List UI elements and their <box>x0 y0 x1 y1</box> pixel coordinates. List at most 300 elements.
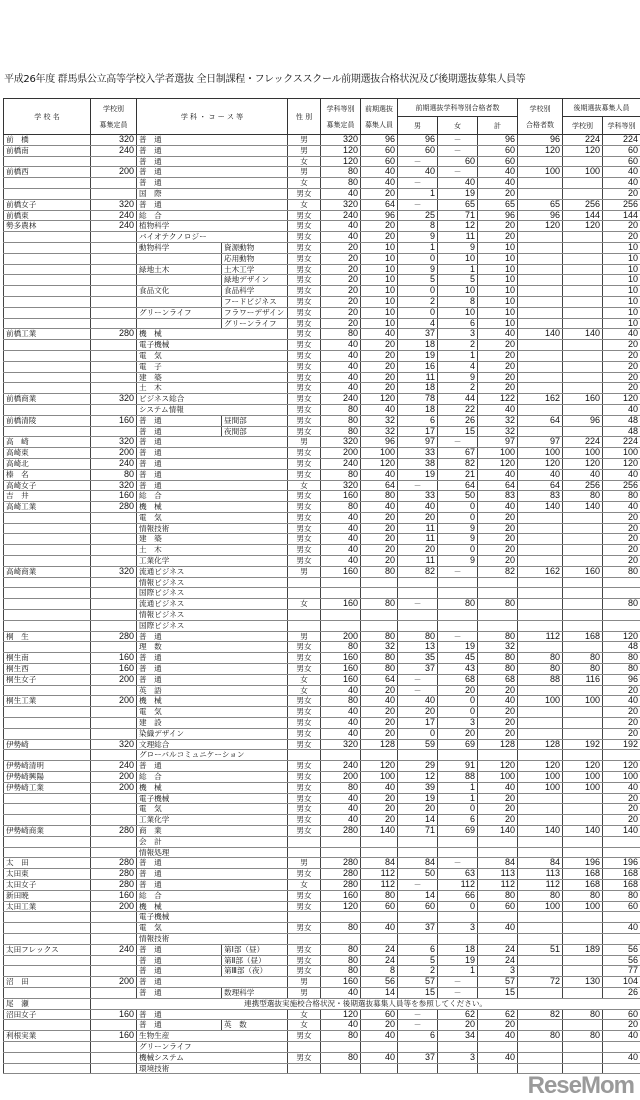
school-passed-cell <box>518 545 563 556</box>
school-capacity-cell: 200 <box>91 977 137 988</box>
course-cell: 電 気 <box>137 707 288 718</box>
school-passed-cell <box>518 534 563 545</box>
school-capacity-cell <box>91 383 137 394</box>
early-recruit-cell: 80 <box>361 566 398 577</box>
passed-female-cell: 45 <box>438 653 478 664</box>
late-dept-cell: 168 <box>603 879 640 890</box>
passed-female-cell: 19 <box>438 642 478 653</box>
late-dept-cell: 144 <box>603 210 640 221</box>
passed-female-cell: 5 <box>438 275 478 286</box>
school-capacity-cell: 160 <box>91 664 137 675</box>
course-cell: 国 際 <box>137 188 288 199</box>
passed-male-cell: 29 <box>398 761 438 772</box>
sex-cell: 男女 <box>288 826 321 837</box>
dept-capacity-cell: 40 <box>321 188 361 199</box>
sex-cell: 男女 <box>288 296 321 307</box>
table-row <box>4 696 640 707</box>
school-passed-cell <box>518 275 563 286</box>
table-row <box>4 653 640 664</box>
table-row <box>4 977 640 988</box>
late-dept-cell: 104 <box>603 977 640 988</box>
early-recruit-cell: 10 <box>361 275 398 286</box>
late-dept-cell: 48 <box>603 426 640 437</box>
course-cell: 流通ビジネス <box>137 566 288 577</box>
table-row <box>4 469 640 480</box>
sex-cell: 男女 <box>288 545 321 556</box>
school-capacity-cell <box>91 188 137 199</box>
course-cell: 国際ビジネス <box>137 620 288 631</box>
school-name-cell: 勢多農林 <box>4 221 91 232</box>
passed-total-cell: 20 <box>478 1020 518 1031</box>
passed-male-cell: 40 <box>398 696 438 707</box>
school-name-cell <box>4 1052 91 1063</box>
passed-total-cell: 20 <box>478 534 518 545</box>
passed-female-cell: 20 <box>438 1020 478 1031</box>
header-school-capacity-line2: 募集定員 <box>99 120 128 129</box>
late-dept-cell <box>603 1041 640 1052</box>
dept-capacity-cell: 20 <box>321 318 361 329</box>
late-dept-cell: 120 <box>603 631 640 642</box>
school-capacity-cell <box>91 264 137 275</box>
course-cell: 総 合 <box>137 772 288 783</box>
late-dept-cell: 48 <box>603 415 640 426</box>
course-cell: グリーンライフ <box>137 307 222 318</box>
dept-capacity-cell: 160 <box>321 890 361 901</box>
dept-capacity-cell: 80 <box>321 1052 361 1063</box>
school-name-cell: 高 崎 <box>4 437 91 448</box>
table-row <box>4 901 640 912</box>
school-capacity-cell: 240 <box>91 458 137 469</box>
sub-course-cell: 土木工学 <box>222 264 288 275</box>
sex-cell <box>288 836 321 847</box>
table-row <box>4 135 640 146</box>
early-recruit-cell: 20 <box>361 804 398 815</box>
school-capacity-cell <box>91 534 137 545</box>
school-name-cell <box>4 512 91 523</box>
passed-female-cell: 10 <box>438 253 478 264</box>
passed-female-cell: 9 <box>438 534 478 545</box>
early-recruit-cell: 60 <box>361 156 398 167</box>
school-passed-cell: 72 <box>518 977 563 988</box>
school-passed-cell: 162 <box>518 394 563 405</box>
table-row <box>4 588 640 599</box>
passed-male-cell: － <box>398 685 438 696</box>
early-recruit-cell: 20 <box>361 793 398 804</box>
late-dept-cell: 10 <box>603 275 640 286</box>
school-passed-cell: 120 <box>518 221 563 232</box>
school-passed-cell <box>518 188 563 199</box>
school-capacity-cell: 200 <box>91 167 137 178</box>
table-row <box>4 156 640 167</box>
passed-female-cell: 6 <box>438 318 478 329</box>
passed-total-cell: 100 <box>478 448 518 459</box>
school-name-cell <box>4 253 91 264</box>
passed-female-cell: 2 <box>438 383 478 394</box>
passed-male-cell: － <box>398 1020 438 1031</box>
late-dept-cell <box>603 847 640 858</box>
dept-capacity-cell: 200 <box>321 448 361 459</box>
passed-total-cell: 20 <box>478 545 518 556</box>
passed-male-cell: 18 <box>398 383 438 394</box>
passed-male-cell: 12 <box>398 772 438 783</box>
late-school-cell <box>563 847 603 858</box>
sex-cell: 男女 <box>288 502 321 513</box>
passed-total-cell: 64 <box>478 480 518 491</box>
late-school-cell <box>563 1052 603 1063</box>
sex-cell: 女 <box>288 1020 321 1031</box>
school-name-cell: 利根実業 <box>4 1031 91 1042</box>
school-name-cell <box>4 728 91 739</box>
late-school-cell <box>563 242 603 253</box>
passed-male-cell: 13 <box>398 642 438 653</box>
table-row <box>4 718 640 729</box>
header-dept-capacity-line2: 募集定員 <box>326 120 355 129</box>
passed-female-cell <box>438 836 478 847</box>
dept-capacity-cell: 280 <box>321 869 361 880</box>
dept-capacity-cell: 40 <box>321 793 361 804</box>
school-capacity-cell <box>91 242 137 253</box>
school-passed-cell: 113 <box>518 869 563 880</box>
table-row <box>4 610 640 621</box>
course-cell: 普 通 <box>137 156 288 167</box>
late-dept-cell: 40 <box>603 178 640 189</box>
early-recruit-cell: 20 <box>361 534 398 545</box>
school-passed-cell <box>518 350 563 361</box>
table-row <box>4 566 640 577</box>
dept-capacity-cell: 80 <box>321 955 361 966</box>
school-capacity-cell: 320 <box>91 135 137 146</box>
early-recruit-cell: 8 <box>361 966 398 977</box>
school-passed-cell: 100 <box>518 448 563 459</box>
passed-total-cell: 80 <box>478 631 518 642</box>
late-dept-cell: 10 <box>603 286 640 297</box>
table-row <box>4 448 640 459</box>
school-name-cell <box>4 610 91 621</box>
course-cell: 国際ビジネス <box>137 588 288 599</box>
school-passed-cell: 82 <box>518 1009 563 1020</box>
late-school-cell: 80 <box>563 491 603 502</box>
passed-male-cell: 59 <box>398 739 438 750</box>
late-school-cell <box>563 685 603 696</box>
passed-female-cell: 40 <box>438 178 478 189</box>
school-passed-cell <box>518 232 563 243</box>
late-dept-cell: 20 <box>603 232 640 243</box>
dept-capacity-cell: 80 <box>321 404 361 415</box>
passed-female-cell: 1 <box>438 966 478 977</box>
table-row <box>4 340 640 351</box>
late-school-cell: 256 <box>563 199 603 210</box>
late-school-cell: 144 <box>563 210 603 221</box>
header-early-recruit <box>361 99 398 135</box>
school-capacity-cell <box>91 253 137 264</box>
course-cell: 機 械 <box>137 502 288 513</box>
late-dept-cell: 40 <box>603 1052 640 1063</box>
sex-cell: 男女 <box>288 394 321 405</box>
late-school-cell: 130 <box>563 977 603 988</box>
dept-capacity-cell: 80 <box>321 944 361 955</box>
sex-cell: 男 <box>288 987 321 998</box>
passed-total-cell <box>478 588 518 599</box>
dept-capacity-cell: 280 <box>321 879 361 890</box>
school-passed-cell: 97 <box>518 437 563 448</box>
course-cell: 普 通 <box>137 469 288 480</box>
course-cell: 普 通 <box>137 653 288 664</box>
school-name-cell <box>4 923 91 934</box>
course-cell: 普 通 <box>137 966 222 977</box>
passed-total-cell: 20 <box>478 188 518 199</box>
school-capacity-cell <box>91 361 137 372</box>
school-passed-cell <box>518 361 563 372</box>
school-passed-cell <box>518 426 563 437</box>
passed-female-cell: 18 <box>438 944 478 955</box>
school-passed-cell: 112 <box>518 879 563 890</box>
school-name-cell: 高崎北 <box>4 458 91 469</box>
early-recruit-cell: 10 <box>361 253 398 264</box>
sex-cell: 男女 <box>288 664 321 675</box>
dept-capacity-cell: 240 <box>321 761 361 772</box>
dept-capacity-cell <box>321 577 361 588</box>
school-name-cell: 伊勢崎商業 <box>4 826 91 837</box>
passed-male-cell: 2 <box>398 966 438 977</box>
header-early-recruit-line2: 募集人員 <box>365 120 394 129</box>
school-name-cell: 伊勢崎興陽 <box>4 772 91 783</box>
course-cell: 会 計 <box>137 836 288 847</box>
early-recruit-cell: 20 <box>361 1020 398 1031</box>
course-cell: 電 子 <box>137 361 288 372</box>
school-name-cell <box>4 815 91 826</box>
school-name-cell <box>4 523 91 534</box>
passed-female-cell: 12 <box>438 221 478 232</box>
table-row <box>4 232 640 243</box>
header-dept-capacity <box>321 99 361 135</box>
passed-total-cell: 20 <box>478 361 518 372</box>
late-school-cell: 80 <box>563 653 603 664</box>
late-school-cell: 100 <box>563 696 603 707</box>
late-school-cell <box>563 404 603 415</box>
sex-cell: 男女 <box>288 458 321 469</box>
course-cell: 商 業 <box>137 826 288 837</box>
early-recruit-cell <box>361 933 398 944</box>
dept-capacity-cell: 40 <box>321 383 361 394</box>
school-name-cell <box>4 296 91 307</box>
header-female: 女 <box>438 117 478 135</box>
late-dept-cell: 10 <box>603 242 640 253</box>
early-recruit-cell: 40 <box>361 696 398 707</box>
school-name-cell: 榛 名 <box>4 469 91 480</box>
late-dept-cell <box>603 588 640 599</box>
table-row <box>4 523 640 534</box>
late-dept-cell: 20 <box>603 340 640 351</box>
school-name-cell: 太田工業 <box>4 901 91 912</box>
passed-total-cell: 20 <box>478 523 518 534</box>
table-row <box>4 415 640 426</box>
passed-male-cell: 14 <box>398 890 438 901</box>
passed-male-cell: 57 <box>398 977 438 988</box>
table-row <box>4 350 640 361</box>
late-school-cell: 224 <box>563 437 603 448</box>
early-recruit-cell: 40 <box>361 1052 398 1063</box>
passed-female-cell: 63 <box>438 869 478 880</box>
dept-capacity-cell: 40 <box>321 221 361 232</box>
passed-total-cell: 10 <box>478 296 518 307</box>
passed-total-cell: 20 <box>478 350 518 361</box>
passed-male-cell: 6 <box>398 1031 438 1042</box>
header-early-recruit-line1: 前期選抜 <box>365 104 394 113</box>
passed-female-cell: 0 <box>438 512 478 523</box>
late-school-cell <box>563 286 603 297</box>
course-cell: バイオテクノロジー <box>137 232 288 243</box>
late-dept-cell: 140 <box>603 826 640 837</box>
passed-female-cell: 10 <box>438 286 478 297</box>
school-passed-cell: 96 <box>518 210 563 221</box>
school-name-cell: 前橋東 <box>4 210 91 221</box>
passed-male-cell: 84 <box>398 858 438 869</box>
passed-female-cell <box>438 577 478 588</box>
sex-cell: 男女 <box>288 966 321 977</box>
school-passed-cell <box>518 523 563 534</box>
passed-male-cell: 0 <box>398 307 438 318</box>
late-dept-cell: 20 <box>603 1020 640 1031</box>
sex-cell: 男 <box>288 145 321 156</box>
passed-total-cell: 40 <box>478 178 518 189</box>
late-dept-cell <box>603 620 640 631</box>
sex-cell: 男女 <box>288 869 321 880</box>
school-passed-cell <box>518 512 563 523</box>
late-dept-cell: 20 <box>603 361 640 372</box>
dept-capacity-cell: 120 <box>321 1009 361 1020</box>
early-recruit-cell: 80 <box>361 664 398 675</box>
dept-capacity-cell: 80 <box>321 167 361 178</box>
passed-female-cell: 0 <box>438 545 478 556</box>
passed-male-cell: 8 <box>398 221 438 232</box>
sex-cell: 女 <box>288 599 321 610</box>
sex-cell: 男 <box>288 631 321 642</box>
passed-total-cell: 20 <box>478 707 518 718</box>
table-row <box>4 761 640 772</box>
late-school-cell: 80 <box>563 664 603 675</box>
school-capacity-cell: 160 <box>91 415 137 426</box>
passed-male-cell: 33 <box>398 491 438 502</box>
sex-cell: 男女 <box>288 534 321 545</box>
table-row <box>4 404 640 415</box>
passed-total-cell: 113 <box>478 869 518 880</box>
late-dept-cell: 48 <box>603 642 640 653</box>
early-recruit-cell <box>361 750 398 761</box>
school-name-cell <box>4 545 91 556</box>
school-name-cell: 前橋南 <box>4 145 91 156</box>
passed-male-cell: 1 <box>398 242 438 253</box>
passed-total-cell: 10 <box>478 242 518 253</box>
early-recruit-cell: 10 <box>361 318 398 329</box>
passed-total-cell: 32 <box>478 415 518 426</box>
late-school-cell: 100 <box>563 901 603 912</box>
late-school-cell <box>563 987 603 998</box>
school-passed-cell <box>518 750 563 761</box>
late-dept-cell: 26 <box>603 987 640 998</box>
school-name-cell <box>4 264 91 275</box>
school-name-cell: 前橋工業 <box>4 329 91 340</box>
passed-total-cell: 83 <box>478 491 518 502</box>
late-school-cell <box>563 275 603 286</box>
late-school-cell <box>563 350 603 361</box>
dept-capacity-cell: 80 <box>321 426 361 437</box>
early-recruit-cell: 20 <box>361 556 398 567</box>
school-capacity-cell: 280 <box>91 502 137 513</box>
early-recruit-cell: 40 <box>361 329 398 340</box>
sex-cell: 女 <box>288 674 321 685</box>
course-cell: 普 通 <box>137 437 288 448</box>
sex-cell: 男女 <box>288 188 321 199</box>
school-passed-cell: 96 <box>518 135 563 146</box>
dept-capacity-cell: 20 <box>321 253 361 264</box>
dept-capacity-cell: 20 <box>321 242 361 253</box>
school-capacity-cell <box>91 275 137 286</box>
passed-total-cell: 65 <box>478 199 518 210</box>
late-school-cell: 96 <box>563 415 603 426</box>
passed-total-cell: 122 <box>478 394 518 405</box>
dept-capacity-cell: 120 <box>321 145 361 156</box>
early-recruit-cell: 112 <box>361 869 398 880</box>
passed-total-cell: 20 <box>478 232 518 243</box>
late-school-cell <box>563 545 603 556</box>
passed-male-cell: 97 <box>398 437 438 448</box>
late-dept-cell: 256 <box>603 199 640 210</box>
passed-male-cell: 9 <box>398 232 438 243</box>
sex-cell: 男女 <box>288 426 321 437</box>
school-capacity-cell: 200 <box>91 696 137 707</box>
late-school-cell <box>563 610 603 621</box>
passed-total-cell: 128 <box>478 739 518 750</box>
late-school-cell <box>563 534 603 545</box>
school-name-cell: 高崎商業 <box>4 566 91 577</box>
early-recruit-cell: 20 <box>361 232 398 243</box>
dept-capacity-cell: 160 <box>321 599 361 610</box>
sex-cell: 女 <box>288 178 321 189</box>
passed-male-cell: 39 <box>398 782 438 793</box>
dept-capacity-cell <box>321 750 361 761</box>
passed-total-cell: 80 <box>478 890 518 901</box>
school-name-cell: 前橋清陵 <box>4 415 91 426</box>
passed-male-cell: － <box>398 1009 438 1020</box>
passed-total-cell: 40 <box>478 329 518 340</box>
sub-course-cell: 第Ⅱ部（昼） <box>222 955 288 966</box>
passed-total-cell: 24 <box>478 955 518 966</box>
passed-female-cell: 44 <box>438 394 478 405</box>
sub-course-cell: フラワーデザイン <box>222 307 288 318</box>
passed-female-cell: 88 <box>438 772 478 783</box>
sex-cell: 男女 <box>288 707 321 718</box>
passed-total-cell <box>478 836 518 847</box>
sex-cell <box>288 610 321 621</box>
course-cell: 植物科学 <box>137 221 288 232</box>
school-passed-cell: 40 <box>518 469 563 480</box>
table-row <box>4 491 640 502</box>
school-capacity-cell <box>91 847 137 858</box>
dept-capacity-cell: 120 <box>321 156 361 167</box>
late-school-cell: 160 <box>563 566 603 577</box>
school-name-cell <box>4 426 91 437</box>
passed-female-cell: 26 <box>438 415 478 426</box>
passed-male-cell: 1 <box>398 188 438 199</box>
passed-female-cell: 9 <box>438 523 478 534</box>
table-row <box>4 685 640 696</box>
early-recruit-cell: 80 <box>361 491 398 502</box>
course-cell: 機 械 <box>137 782 288 793</box>
dept-capacity-cell <box>321 610 361 621</box>
dept-capacity-cell: 320 <box>321 199 361 210</box>
course-cell: 普 通 <box>137 761 288 772</box>
sex-cell: 男 <box>288 135 321 146</box>
